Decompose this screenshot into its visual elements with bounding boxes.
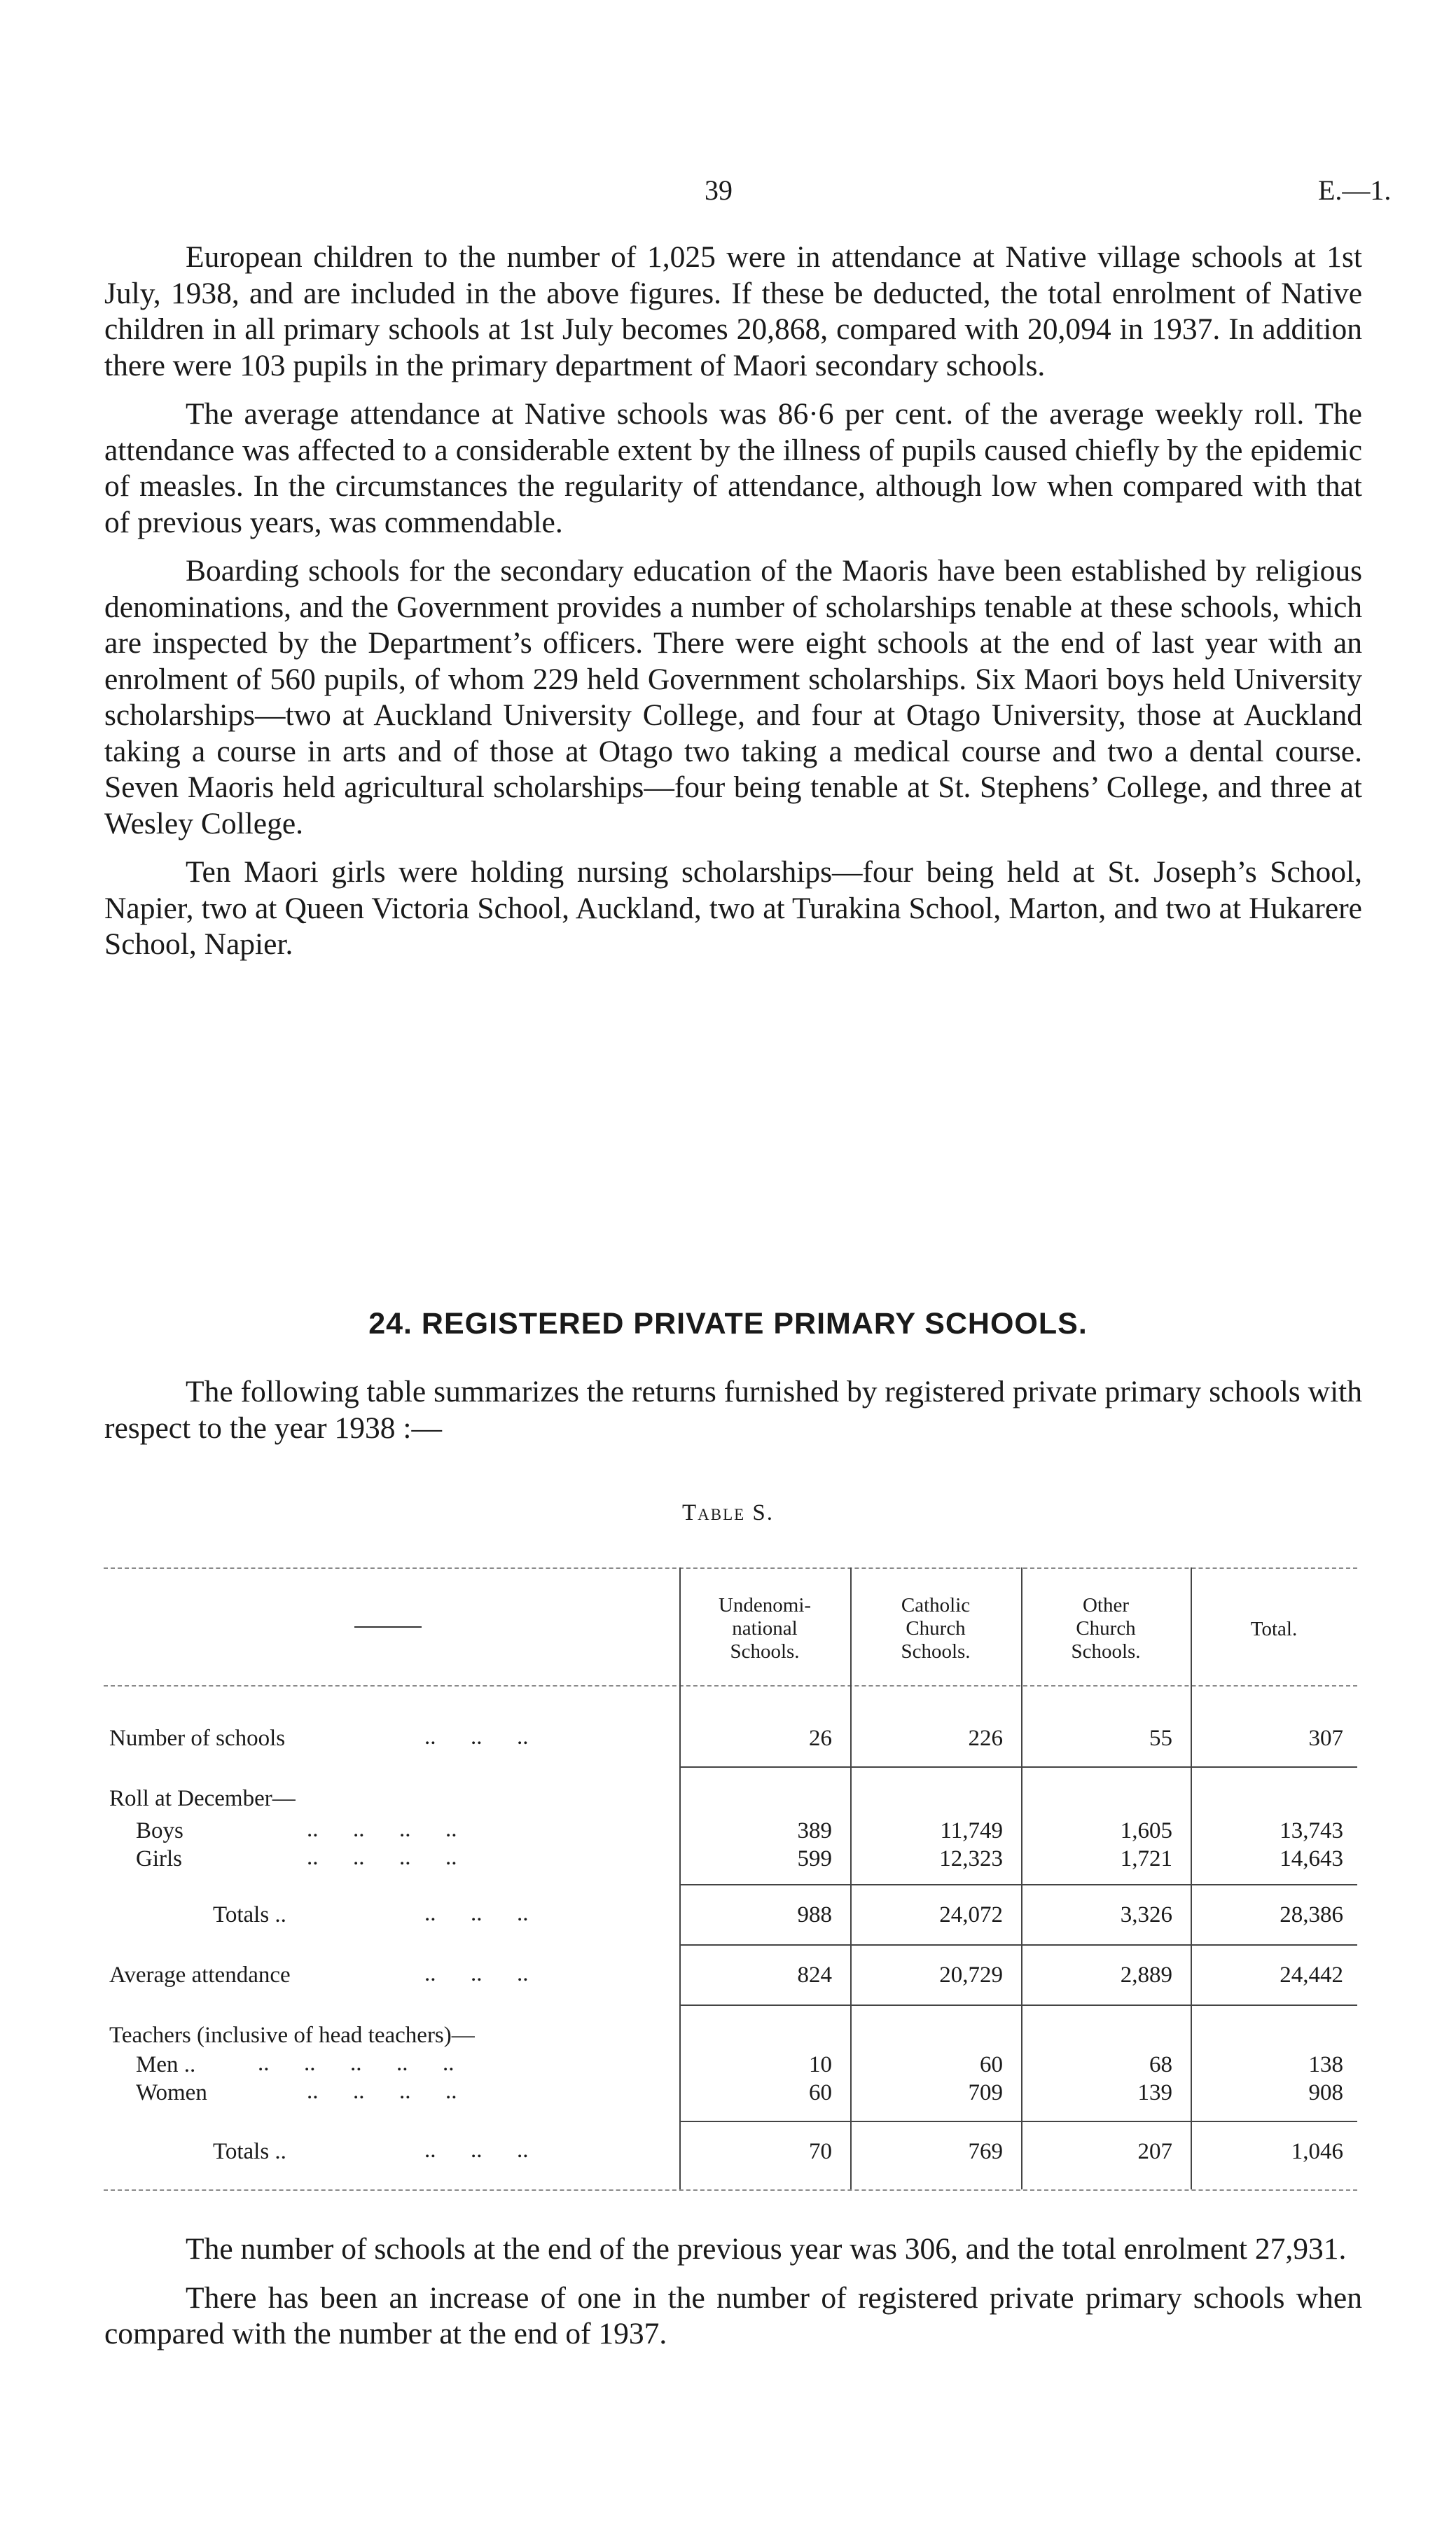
cell: 28,386 bbox=[1280, 1902, 1343, 1927]
body-paragraphs-top bbox=[104, 240, 1362, 976]
cell: 769 bbox=[968, 2139, 1003, 2164]
cell: 20,729 bbox=[939, 1962, 1003, 1988]
leader-dots: .. .. .. .. .. bbox=[258, 2051, 455, 2076]
cell: 709 bbox=[968, 2080, 1003, 2105]
page-reference: E.—1. bbox=[1318, 174, 1392, 206]
leader-dots: .. .. .. bbox=[424, 1961, 529, 1986]
cell: 11,749 bbox=[940, 1818, 1003, 1843]
cell: 1,721 bbox=[1120, 1846, 1172, 1871]
table-s bbox=[104, 1555, 1357, 2196]
cell: 2,889 bbox=[1120, 1962, 1172, 1988]
section-intro bbox=[104, 1374, 1362, 1459]
table-title: Table S. bbox=[681, 1500, 775, 1525]
row-label-teachers-heading: Teachers (inclusive of head teachers)— bbox=[109, 2023, 475, 2048]
cell: 68 bbox=[1149, 2052, 1172, 2077]
row-label-teacher-totals: Totals .. bbox=[213, 2139, 286, 2164]
intro-paragraph: The following table summarizes the returns furnished by registered private primary schools with respect to the year 1938 :— bbox=[104, 1375, 1362, 1445]
table-bottom-rule bbox=[104, 2189, 1357, 2191]
stub-dash bbox=[354, 1626, 422, 1628]
cell: 988 bbox=[797, 1902, 832, 1927]
leader-dots: .. .. .. .. bbox=[307, 1845, 457, 1870]
cell: 226 bbox=[968, 1726, 1003, 1751]
body-paragraphs-bottom bbox=[104, 2231, 1362, 2365]
row-rule bbox=[679, 2121, 1357, 2122]
table-header-rule bbox=[104, 1685, 1357, 1687]
leader-dots: .. .. .. bbox=[424, 1901, 529, 1926]
cell: 24,072 bbox=[939, 1902, 1003, 1927]
col-head-total bbox=[1191, 1618, 1357, 1641]
cell: 12,323 bbox=[939, 1846, 1003, 1871]
leader-dots: .. .. .. .. bbox=[307, 2079, 457, 2104]
row-rule bbox=[679, 1884, 1357, 1885]
paragraph-european-children: European children to the number of 1,025 were in attendance at Native village schools at 1st July, 1938, and are included in the above figures. If these be deducted, the total enrolment of Native children in all primary schools at 1st July becomes 20,868, compared with 20,094 in 1937. In addition there were 103 pupils in the primary department of Maori secondary schools. bbox=[104, 240, 1362, 382]
cell: 10 bbox=[809, 2052, 832, 2077]
cell: 1,605 bbox=[1120, 1818, 1172, 1843]
col-head-undenominational bbox=[679, 1594, 850, 1663]
row-label-number-of-schools: Number of schools bbox=[109, 1726, 286, 1751]
row-label-average-attendance: Average attendance bbox=[109, 1962, 291, 1988]
cell: 908 bbox=[1308, 2080, 1343, 2105]
row-label-boys: Boys bbox=[136, 1818, 183, 1843]
col-head-text: Undenomi- national Schools. bbox=[718, 1594, 812, 1663]
paragraph-nursing-scholarships: Ten Maori girls were holding nursing scholarships—four being held at St. Joseph’s School, Napier, two at Queen Victoria School, Auckland, two at Turakina School, Marton, and two at Hukarere School, Napier. bbox=[104, 855, 1362, 961]
cell: 824 bbox=[797, 1962, 832, 1988]
cell: 307 bbox=[1308, 1726, 1343, 1751]
cell: 1,046 bbox=[1291, 2139, 1343, 2164]
section-heading: 24. REGISTERED PRIVATE PRIMARY SCHOOLS. bbox=[368, 1307, 1088, 1341]
row-rule bbox=[679, 1944, 1357, 1946]
paragraph-increase: There has been an increase of one in the number of registered private primary schools when compared with the number at the end of 1937. bbox=[104, 2280, 1362, 2350]
page-number: 39 bbox=[705, 174, 733, 206]
leader-dots: .. .. .. bbox=[424, 2138, 529, 2163]
paragraph-boarding-schools: Boarding schools for the secondary education of the Maoris have been established by religious denominations, and the Government provides a number of scholarships tenable at these schools, which are inspected by the Department’s officers. There were eight schools at the end of last year with an enrolment of 560 pupils, of whom 229 held Government scholarships. Six Maori boys held University scholarships—two at Auckland University College, and four at Otago University, those at Auckland taking a course in arts and of those at Otago two taking a medical course and two a dental course. Seven Maoris held agricultural scholarships—four being tenable at St. Stephens’ College, and three at Wesley College. bbox=[104, 554, 1362, 840]
cell: 13,743 bbox=[1280, 1818, 1343, 1843]
row-label-roll-totals: Totals .. bbox=[213, 1902, 286, 1927]
row-rule bbox=[679, 2005, 1357, 2006]
cell: 60 bbox=[809, 2080, 832, 2105]
table-top-rule bbox=[104, 1567, 1357, 1569]
cell: 138 bbox=[1308, 2052, 1343, 2077]
row-label-women: Women bbox=[136, 2080, 207, 2105]
leader-dots: .. .. .. bbox=[424, 1724, 529, 1750]
cell: 14,643 bbox=[1280, 1846, 1343, 1871]
cell: 60 bbox=[980, 2052, 1003, 2077]
col-head-other-church bbox=[1021, 1594, 1191, 1663]
cell: 389 bbox=[797, 1818, 832, 1843]
paragraph-average-attendance: The average attendance at Native schools was 86·6 per cent. of the average weekly roll. The attendance was affected to a considerable extent by the illness of pupils caused chiefly by the epidemic of measles. In the circumstances the regularity of attendance, although low when compared with that of previous years, was commendable. bbox=[104, 397, 1362, 539]
cell: 24,442 bbox=[1280, 1962, 1343, 1988]
paragraph-previous-year: The number of schools at the end of the previous year was 306, and the total enrolment 27,931. bbox=[186, 2232, 1347, 2266]
row-label-girls: Girls bbox=[136, 1846, 182, 1871]
cell: 207 bbox=[1137, 2139, 1172, 2164]
cell: 70 bbox=[809, 2139, 832, 2164]
col-head-catholic bbox=[850, 1594, 1021, 1663]
row-label-men: Men .. bbox=[136, 2052, 196, 2077]
cell: 26 bbox=[809, 1726, 832, 1751]
leader-dots: .. .. .. .. bbox=[307, 1817, 457, 1842]
row-rule bbox=[679, 1766, 1357, 1768]
cell: 139 bbox=[1137, 2080, 1172, 2105]
col-head-text: Total. bbox=[1250, 1618, 1298, 1640]
cell: 3,326 bbox=[1120, 1902, 1172, 1927]
cell: 55 bbox=[1149, 1726, 1172, 1751]
cell: 599 bbox=[797, 1846, 832, 1871]
col-head-text: Catholic Church Schools. bbox=[901, 1594, 971, 1663]
col-head-text: Other Church Schools. bbox=[1071, 1594, 1141, 1663]
row-label-roll-heading: Roll at December— bbox=[109, 1786, 296, 1811]
